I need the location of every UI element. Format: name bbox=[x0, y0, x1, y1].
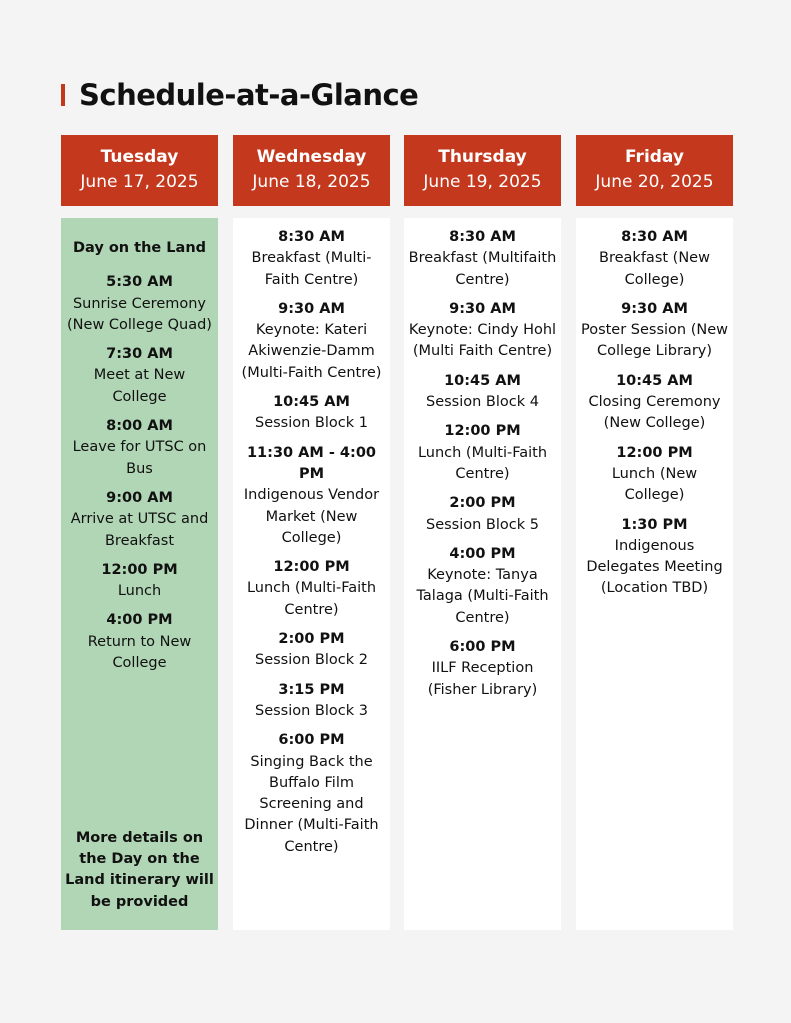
item-description: Lunch bbox=[117, 583, 162, 600]
item-description: Session Block 3 bbox=[255, 702, 368, 719]
item-time: 12:00 PM bbox=[273, 559, 350, 576]
day-date: June 18, 2025 bbox=[252, 172, 371, 192]
schedule-item bbox=[237, 299, 386, 384]
schedule-item bbox=[580, 371, 729, 435]
day-header-thursday bbox=[404, 135, 561, 206]
schedule-item bbox=[237, 443, 386, 549]
day-schedule-tuesday bbox=[61, 218, 218, 930]
schedule-item bbox=[237, 227, 386, 291]
item-description: Breakfast (Multi-Faith Centre) bbox=[251, 250, 372, 288]
schedule-item bbox=[237, 680, 386, 723]
page-title: Schedule-at-a-Glance bbox=[79, 78, 419, 112]
item-time: 3:15 PM bbox=[278, 681, 345, 698]
day-name: Tuesday bbox=[100, 147, 179, 167]
day-name: Friday bbox=[625, 147, 684, 167]
item-description: IILF Reception (Fisher Library) bbox=[427, 660, 538, 698]
schedule-item bbox=[408, 371, 557, 414]
item-time: 9:00 AM bbox=[106, 489, 173, 506]
item-time: 9:30 AM bbox=[621, 300, 688, 317]
item-time: 4:00 PM bbox=[449, 545, 516, 562]
item-description: Arrive at UTSC and Breakfast bbox=[70, 511, 209, 549]
item-time: 12:00 PM bbox=[101, 561, 178, 578]
item-description: Keynote: Tanya Talaga (Multi-Faith Centre) bbox=[416, 567, 549, 626]
schedule-item bbox=[65, 344, 214, 408]
item-time: 9:30 AM bbox=[449, 300, 516, 317]
item-description: Leave for UTSC on Bus bbox=[72, 439, 207, 477]
item-time: 12:00 PM bbox=[616, 444, 693, 461]
item-time: 10:45 AM bbox=[273, 394, 350, 411]
item-time: 12:00 PM bbox=[444, 423, 521, 440]
item-time: 2:00 PM bbox=[278, 631, 345, 648]
item-time: 9:30 AM bbox=[278, 300, 345, 317]
item-time: 10:45 AM bbox=[444, 372, 521, 389]
item-description: Session Block 5 bbox=[426, 516, 539, 533]
day-date: June 20, 2025 bbox=[595, 172, 714, 192]
day-note: More details on the Day on the Land itinerary will be provided bbox=[65, 829, 214, 910]
schedule-item bbox=[580, 299, 729, 363]
item-time: 10:45 AM bbox=[616, 372, 693, 389]
item-description: Return to New College bbox=[87, 633, 192, 672]
item-time: 8:30 AM bbox=[621, 229, 688, 245]
day-date: June 17, 2025 bbox=[80, 172, 199, 192]
item-time: 1:30 PM bbox=[621, 516, 688, 533]
item-time: 7:30 AM bbox=[106, 346, 173, 363]
item-description: Keynote: Kateri Akiwenzie-Damm (Multi-Faith Centre) bbox=[241, 322, 382, 381]
item-description: Singing Back the Buffalo Film Screening and Dinner (Multi-Faith Centre) bbox=[244, 753, 379, 855]
item-time: 11:30 AM - 4:00 PM bbox=[246, 444, 377, 482]
item-description: Breakfast (New College) bbox=[599, 250, 710, 288]
item-description: Closing Ceremony (New College) bbox=[588, 394, 721, 432]
page-title-block bbox=[61, 78, 418, 112]
schedule-item bbox=[237, 557, 386, 621]
schedule-item bbox=[65, 488, 214, 552]
item-description: Session Block 1 bbox=[255, 415, 368, 432]
item-description: Session Block 4 bbox=[426, 394, 539, 411]
day-date: June 19, 2025 bbox=[423, 172, 542, 192]
title-accent-bar bbox=[61, 84, 65, 106]
schedule-item bbox=[580, 443, 729, 507]
schedule-item bbox=[408, 637, 557, 701]
item-time: 6:00 PM bbox=[449, 639, 516, 656]
item-description: Session Block 2 bbox=[255, 652, 368, 669]
schedule-item bbox=[408, 421, 557, 485]
item-time: 5:30 AM bbox=[106, 274, 173, 291]
item-time: 2:00 PM bbox=[449, 495, 516, 512]
item-time: 8:00 AM bbox=[106, 418, 173, 435]
schedule-item bbox=[65, 560, 214, 603]
item-description: Indigenous Vendor Market (New College) bbox=[243, 487, 380, 546]
item-time: 4:00 PM bbox=[106, 612, 173, 629]
item-description: Lunch (Multi-Faith Centre) bbox=[417, 444, 548, 482]
day-name: Wednesday bbox=[256, 147, 367, 167]
item-description: Keynote: Cindy Hohl (Multi Faith Centre) bbox=[408, 322, 557, 360]
schedule-item bbox=[408, 299, 557, 363]
day-schedule-wednesday bbox=[233, 218, 390, 930]
schedule-item bbox=[237, 629, 386, 672]
item-time: 6:00 PM bbox=[278, 732, 345, 749]
day-schedule-friday bbox=[576, 218, 733, 930]
schedule-item bbox=[408, 227, 557, 291]
day-name: Thursday bbox=[438, 147, 527, 167]
day-label: Day on the Land bbox=[72, 240, 207, 256]
schedule-item bbox=[237, 730, 386, 858]
schedule-item bbox=[580, 515, 729, 600]
item-description: Sunrise Ceremony (New College Quad) bbox=[67, 295, 212, 333]
schedule-item bbox=[65, 610, 214, 674]
day-header-tuesday bbox=[61, 135, 218, 206]
schedule-item bbox=[408, 493, 557, 536]
schedule-item bbox=[408, 544, 557, 629]
schedule-item bbox=[580, 227, 729, 291]
item-description: Indigenous Delegates Meeting (Location TBD) bbox=[586, 537, 723, 597]
day-header-wednesday bbox=[233, 135, 390, 206]
schedule-item bbox=[65, 272, 214, 336]
day-header-friday bbox=[576, 135, 733, 206]
item-description: Lunch (Multi-Faith Centre) bbox=[246, 580, 377, 618]
day-schedule-thursday bbox=[404, 218, 561, 930]
item-description: Poster Session (New College Library) bbox=[580, 322, 729, 360]
schedule-item bbox=[237, 392, 386, 435]
item-description: Meet at New College bbox=[93, 367, 186, 405]
item-description: Breakfast (Multifaith Centre) bbox=[408, 250, 557, 288]
item-description: Lunch (New College) bbox=[611, 465, 698, 504]
item-time: 8:30 AM bbox=[449, 229, 516, 245]
item-time: 8:30 AM bbox=[278, 229, 345, 245]
schedule-item bbox=[65, 416, 214, 480]
